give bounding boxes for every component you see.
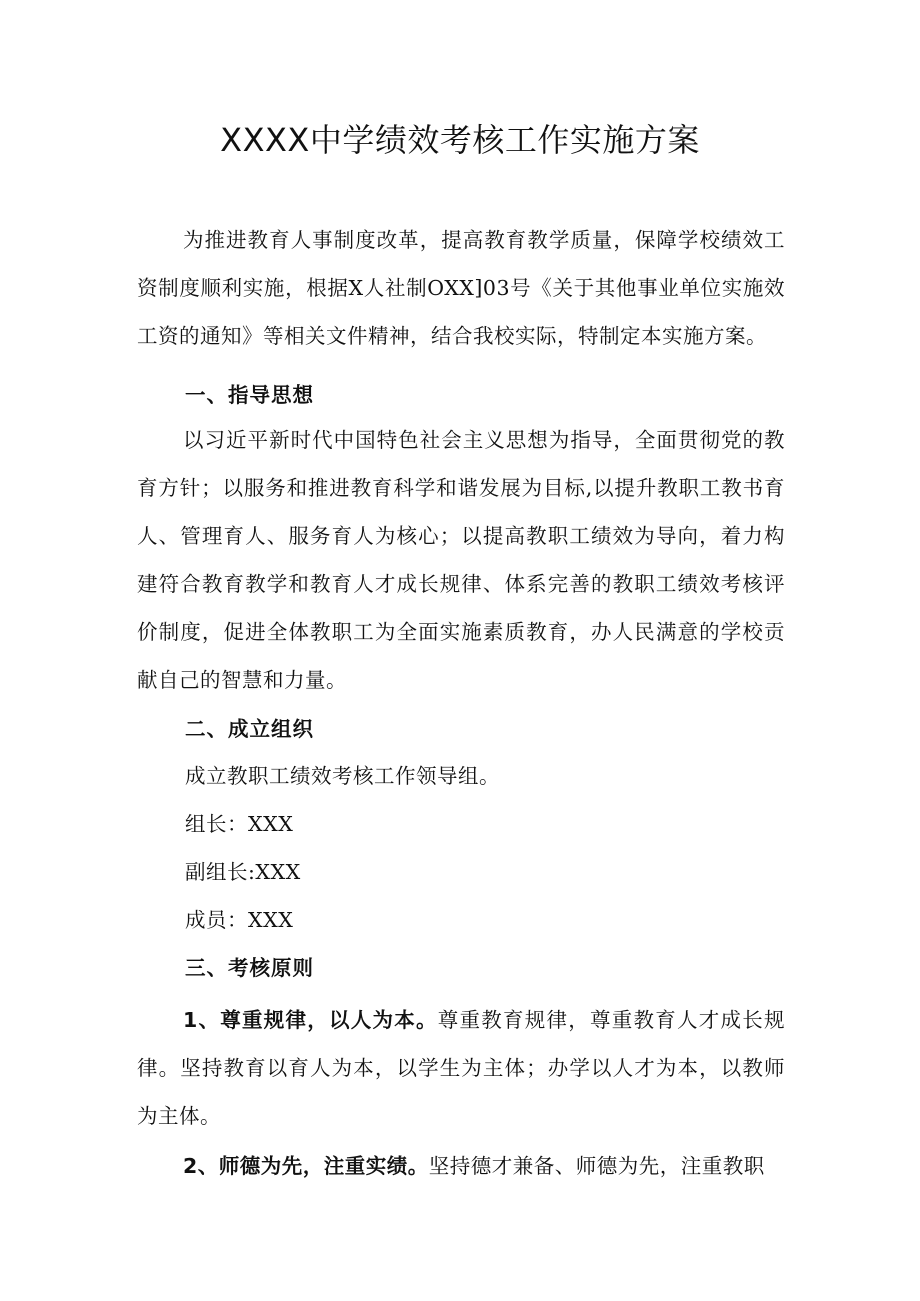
deputy-line: 副组长:XXX bbox=[185, 860, 301, 884]
section2-line: 成立教职工绩效考核工作领导组。 bbox=[185, 764, 500, 788]
principle-2-lead: 2、师德为先，注重实绩。 bbox=[183, 1154, 429, 1178]
principle-1-body: 尊重教育规律，尊重教育人才成长规律。坚持教育以育人为本，以学生为主体；办学以人才为本，以教师为主体。 bbox=[137, 1008, 786, 1128]
section3-heading: 三、考核原则 bbox=[185, 956, 314, 980]
document-title: XXXX中学绩效考核工作实施方案 bbox=[220, 121, 700, 159]
section1-heading: 一、指导思想 bbox=[185, 383, 314, 407]
principle-1-lead: 1、尊重规律，以人为本。 bbox=[183, 1008, 438, 1032]
principle-2-paragraph bbox=[137, 1142, 785, 1190]
intro-paragraph: 为推进教育人事制度改革，提高教育教学质量，保障学校绩效工资制度顺利实施，根据X人社制OXX]03号《关于其他事业单位实施效工资的通知》等相关文件精神，结合我校实际，特制定本实施方案。 bbox=[137, 228, 785, 348]
section2-heading: 二、成立组织 bbox=[185, 717, 314, 741]
section1-paragraph: 以习近平新时代中国特色社会主义思想为指导，全面贯彻党的教育方针；以服务和推进教育科学和谐发展为目标,以提升教职工教书育人、管理育人、服务育人为核心；以提高教职工绩效为导向，着力构建符合教育教学和教育人才成长规律、体系完善的教职工绩效考核评价制度，促进全体教职工为全面实施素质教育，办人民满意的学校贡献自己的智慧和力量。 bbox=[137, 428, 785, 692]
principle-2-body: 坚持德才兼备、师德为先，注重教职 bbox=[428, 1154, 765, 1178]
principle-1-paragraph bbox=[137, 996, 785, 1140]
members-line: 成员：XXX bbox=[185, 908, 294, 932]
leader-line: 组长：XXX bbox=[185, 812, 294, 836]
